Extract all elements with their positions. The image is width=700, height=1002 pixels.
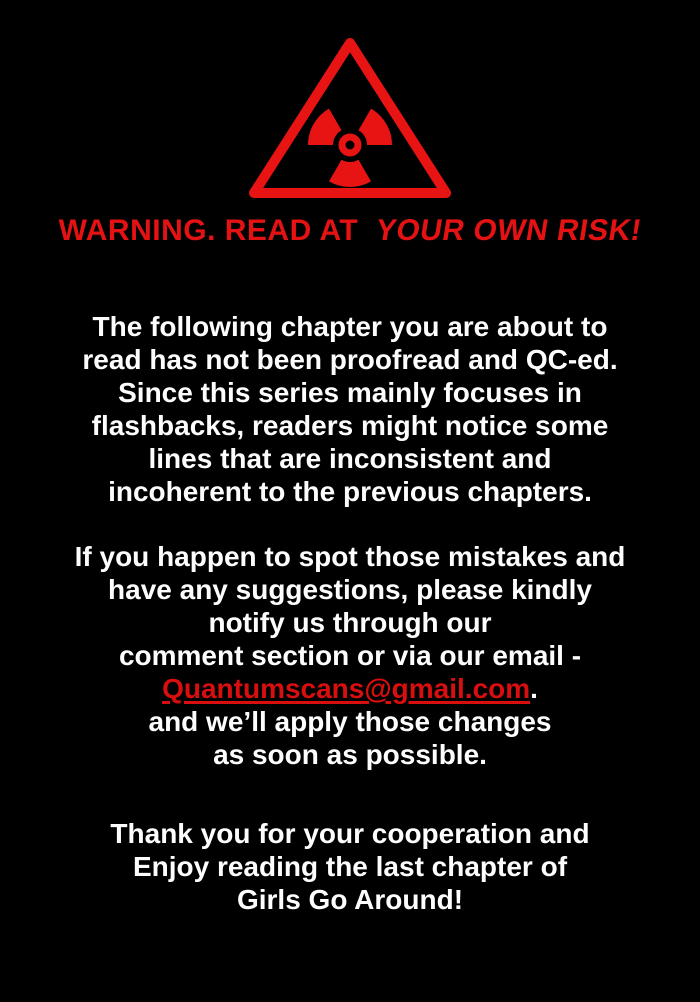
warning-title <box>0 214 700 248</box>
warning-title-upright: WARNING. READ AT <box>58 214 359 247</box>
text-line: Since this series mainly focuses in <box>118 377 582 408</box>
email-line <box>0 672 700 705</box>
text-line: If you happen to spot those mistakes and <box>74 541 626 572</box>
radiation-warning-icon <box>246 35 454 201</box>
text-line: as soon as possible. <box>213 739 487 770</box>
trefoil-blade-upper-left <box>308 109 342 145</box>
paragraph-disclaimer <box>0 310 700 508</box>
text-line: Enjoy reading the last chapter of <box>132 851 568 882</box>
paragraph-contact <box>0 540 700 771</box>
warning-title-italic: YOUR OWN RISK! <box>373 214 645 247</box>
text-line: comment section or via our email - <box>118 640 582 671</box>
text-line: notify us through our <box>208 607 492 638</box>
paragraph-thanks <box>0 817 700 916</box>
trefoil-blade-upper-right <box>359 109 393 145</box>
text-line: Girls Go Around! <box>236 884 464 915</box>
text-line: The following chapter you are about to <box>92 311 608 342</box>
text-line: flashbacks, readers might notice some <box>91 410 609 441</box>
text-line: Thank you for your cooperation and <box>110 818 590 849</box>
text-line: and we’ll apply those changes <box>148 706 552 737</box>
trefoil-center-ring <box>342 137 358 153</box>
text-line: read has not been proofread and QC-ed. <box>82 344 618 375</box>
trefoil-blade-bottom <box>329 160 371 187</box>
email-suffix-period: . <box>530 673 538 704</box>
text-line: lines that are inconsistent and <box>148 443 552 474</box>
text-line: incoherent to the previous chapters. <box>108 476 592 507</box>
email-link[interactable]: Quantumscans@gmail.com <box>162 673 531 704</box>
text-line: have any suggestions, please kindly <box>108 574 592 605</box>
radiation-warning-svg <box>246 35 454 201</box>
